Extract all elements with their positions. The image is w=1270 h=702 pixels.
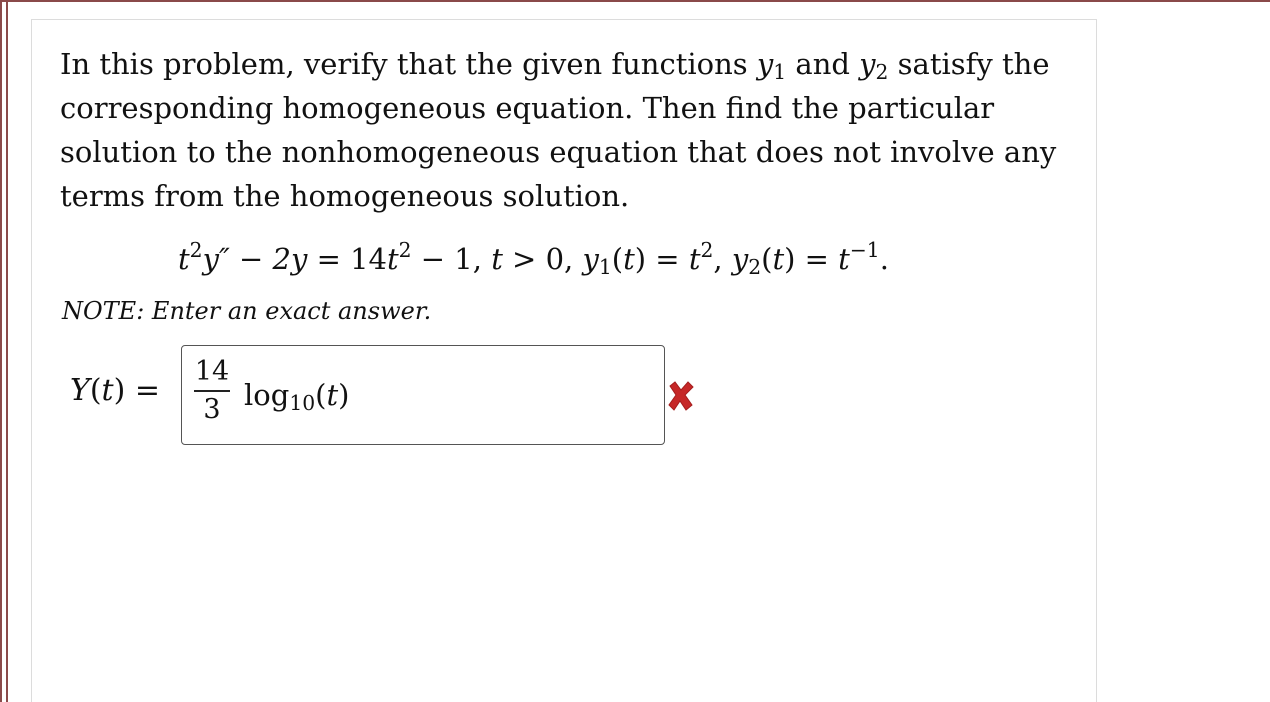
answer-label-close: ) = (113, 373, 160, 408)
log-close: ) (338, 378, 350, 412)
eq-y2-t-val: t (838, 242, 850, 276)
y2-variable: y (859, 47, 876, 81)
problem-text-and: and (786, 47, 860, 81)
eq-minus-1: − 1, (411, 242, 492, 276)
problem-statement (60, 42, 1070, 218)
page-frame-left-outer (0, 0, 2, 702)
eq-y1-t: t (623, 242, 635, 276)
y2-subscript: 2 (875, 60, 889, 85)
eq-y2-sub: 2 (748, 255, 762, 280)
fraction-bar (194, 390, 230, 392)
eq-y: y (290, 242, 308, 276)
eq-y2-t: t (772, 242, 785, 276)
answer-label-Y: Y (70, 373, 90, 408)
eq-y1-var: y (582, 242, 599, 276)
eq-lhs-rest: y″ − 2 (202, 242, 291, 276)
note-text: NOTE: Enter an exact answer. (62, 297, 432, 325)
eq-t3: t (491, 242, 503, 276)
eq-y1-t-val: t (688, 242, 701, 276)
incorrect-x-shape (669, 382, 693, 410)
eq-t: t (178, 242, 190, 276)
log-t: t (326, 378, 339, 412)
log-open: ( (315, 378, 327, 412)
eq-exp2: 2 (189, 237, 203, 262)
eq-comma: , (713, 242, 732, 276)
eq-gt-0: > 0, (502, 242, 583, 276)
eq-y1-open: ( (611, 242, 624, 276)
fraction-numerator: 14 (194, 356, 230, 387)
eq-period: . (879, 242, 889, 276)
page-frame-left-inner (6, 0, 8, 702)
eq-y2-var: y (731, 242, 749, 276)
eq-y2-open: ( (761, 242, 773, 276)
eq-y1-sub: 1 (598, 255, 612, 280)
y1-variable: y (756, 47, 774, 81)
log-text: log (244, 378, 290, 412)
eq-y2-exp: −1 (849, 237, 880, 262)
answer-fraction (194, 356, 230, 426)
page-frame-top (0, 0, 1270, 2)
fraction-denominator: 3 (203, 393, 221, 425)
differential-equation (178, 239, 889, 279)
eq-t2: t (387, 242, 399, 276)
eq-equals-14: = 14 (307, 242, 387, 276)
eq-exp2b: 2 (398, 237, 412, 262)
answer-label-t: t (101, 373, 114, 408)
eq-y1-exp: 2 (700, 237, 714, 262)
log-base: 10 (289, 391, 316, 416)
problem-text-part1: In this problem, verify that the given functions (60, 47, 757, 81)
answer-input[interactable] (181, 345, 665, 445)
answer-label-open: ( (89, 373, 102, 408)
answer-log-expression (244, 378, 350, 416)
problem-text-part2: satisfy the corresponding homogeneous equation. Then find the particular solution to the nonhomogeneous equation that does not involve any terms from the homogeneous solution. (60, 47, 1057, 213)
problem-card (31, 19, 1097, 702)
answer-label (70, 373, 160, 408)
eq-y2-close: ) = (784, 242, 839, 276)
incorrect-x-icon (666, 380, 696, 412)
eq-y1-close: ) = (634, 242, 689, 276)
y1-subscript: 1 (773, 60, 787, 85)
